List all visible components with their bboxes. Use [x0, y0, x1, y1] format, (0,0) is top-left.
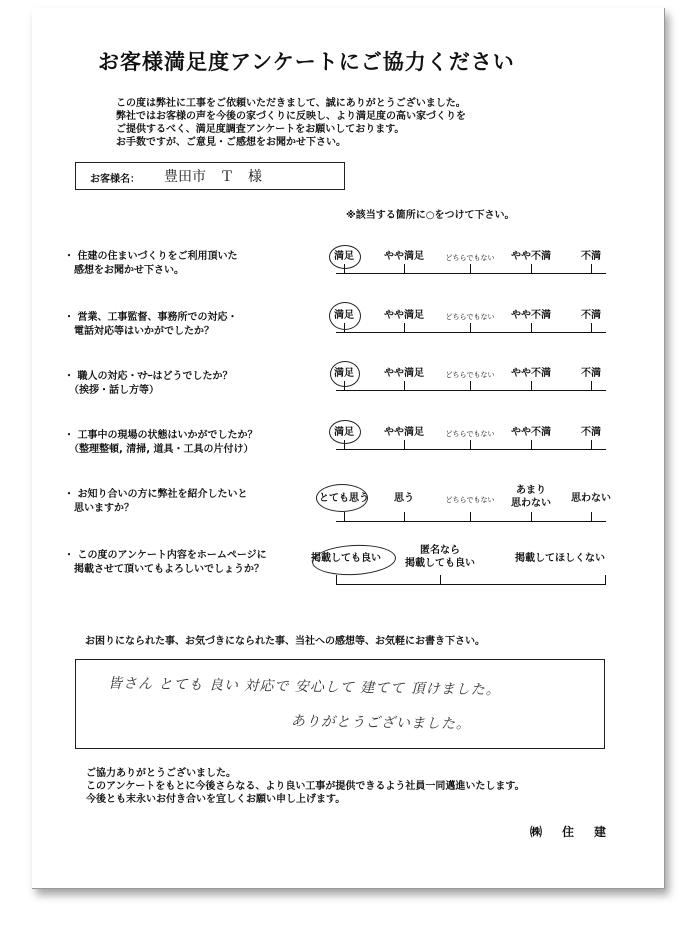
intro-line: 弊社ではお客様の声を今後の家づくりに反映し、より満足度の高い家づくりを: [116, 111, 466, 122]
option-neutral[interactable]: どちらでもない: [445, 254, 495, 262]
option-satisfied[interactable]: 満足: [334, 427, 354, 438]
question-line: （挨拶・話し方等）: [64, 385, 159, 396]
option-do-not-think[interactable]: 思わない: [571, 493, 611, 504]
option-somewhat-satisfied[interactable]: やや満足: [384, 251, 424, 262]
question-line: ・ この度のアンケート内容をホームページに: [64, 550, 267, 561]
intro-line: ご提供するべく、満足度調査アンケートをお願いしております。: [116, 124, 405, 135]
scale-tick: [404, 440, 405, 449]
option-not-really[interactable]: あまり 思わない: [511, 485, 551, 509]
scale-tick: [404, 323, 405, 332]
question-line: 電話対応等はいかがでしたか？: [64, 326, 214, 337]
customer-name-label: お客様名：: [90, 174, 140, 185]
closing-line: このアンケートをもとに今後さらなる、より良い工事が提供できるよう社員一同邁進いたします。: [86, 781, 525, 792]
option-somewhat-satisfied[interactable]: やや満足: [384, 368, 424, 379]
scale-axis: [336, 390, 606, 391]
scale-axis: [336, 584, 606, 585]
scale-axis: [336, 521, 606, 522]
question-line: （整理整頓, 清掃, 道具・工具の片付け）: [64, 444, 254, 455]
question-1: [64, 250, 237, 278]
option-satisfied[interactable]: 満足: [334, 251, 354, 262]
option-somewhat-dissatisfied[interactable]: やや不満: [511, 427, 551, 438]
selection-circle: [316, 484, 368, 512]
scale-tick: [605, 575, 606, 584]
selection-circle: [329, 302, 361, 330]
scale-tick: [531, 512, 532, 521]
scale-tick: [531, 323, 532, 332]
option-do-not-publish[interactable]: 掲載してほしくない: [515, 553, 605, 564]
selection-circle: [329, 420, 361, 444]
handwritten-comment-line: 皆さん とても 良い 対応で 安心して 建てて 頂けました。: [107, 675, 501, 699]
selection-circle: [330, 361, 360, 387]
question-line: ・ 職人の対応・ﾏﾅｰはどうでしたか？: [64, 371, 233, 382]
scale-axis: [336, 332, 606, 333]
question-line: 思いますか？: [64, 503, 134, 514]
question-line: ・ お知り合いの方に弊社を紹介したいと: [64, 489, 248, 500]
rating-scale-4: [336, 426, 606, 466]
option-ok-if-anonymous[interactable]: 匿名なら 掲載しても良い: [405, 545, 475, 569]
scale-tick: [470, 512, 471, 521]
company-name: ㈱ 住 建: [530, 825, 611, 839]
scale-axis: [336, 273, 606, 274]
scale-tick: [470, 440, 471, 449]
scale-tick: [470, 381, 471, 390]
question-line: ・ 営業、工事監督、事務所での対応・: [64, 312, 238, 323]
question-3: [64, 370, 232, 398]
option-dissatisfied[interactable]: 不満: [581, 310, 601, 321]
rating-scale-1: [336, 250, 606, 290]
handwritten-comment-line: ありがとうございました。: [290, 713, 472, 733]
option-dissatisfied[interactable]: 不満: [581, 427, 601, 438]
question-2: [64, 311, 237, 339]
rating-scale-2: [336, 309, 606, 349]
scale-tick: [591, 512, 592, 521]
option-neutral[interactable]: どちらでもない: [445, 313, 495, 321]
customer-name-field[interactable]: [75, 162, 345, 190]
scale-tick: [440, 575, 441, 584]
rating-scale-3: [336, 367, 606, 407]
scale-tick: [344, 512, 345, 521]
intro-line: お手数ですが、ご意見・ご感想をお聞かせ下さい。: [116, 137, 346, 148]
option-think-so[interactable]: 思う: [394, 493, 414, 504]
intro-text: [116, 97, 466, 149]
closing-text: [86, 767, 525, 806]
instruction-note: ※該当する箇所に○をつけて下さい。: [346, 210, 515, 221]
option-dissatisfied[interactable]: 不満: [581, 251, 601, 262]
scale-tick: [404, 381, 405, 390]
option-very-much[interactable]: とても思う: [319, 493, 369, 504]
scale-tick: [404, 264, 405, 273]
question-line: 掲載させて頂いてもよろしいでしょうか？: [64, 564, 264, 575]
scale-axis: [336, 449, 606, 450]
rating-scale-6: [311, 544, 606, 594]
scale-tick: [470, 323, 471, 332]
scale-tick: [591, 440, 592, 449]
rating-scale-5: [319, 484, 611, 530]
intro-line: この度は弊社に工事をご依頼いただきまして、誠にありがとうございました。: [116, 98, 466, 109]
free-comment-prompt: お困りになられた事、お気づきになられた事、当社への感想等、お気軽にお書き下さい。: [85, 636, 485, 647]
question-5: [64, 488, 247, 516]
option-neutral[interactable]: どちらでもない: [445, 371, 495, 379]
option-somewhat-dissatisfied[interactable]: やや不満: [511, 251, 551, 262]
selection-circle: [329, 245, 361, 269]
option-dissatisfied[interactable]: 不満: [581, 368, 601, 379]
scale-tick: [404, 512, 405, 521]
question-6: [64, 549, 267, 577]
scale-tick: [591, 323, 592, 332]
question-line: 感想をお聞かせ下さい。: [64, 265, 184, 276]
option-somewhat-dissatisfied[interactable]: やや不満: [511, 368, 551, 379]
free-comment-box[interactable]: [75, 659, 605, 749]
option-neutral[interactable]: どちらでもない: [445, 496, 495, 504]
option-somewhat-satisfied[interactable]: やや満足: [384, 427, 424, 438]
scale-tick: [591, 381, 592, 390]
customer-name-value: 豊田市 Ｔ 様: [164, 169, 262, 185]
question-line: ・ 住建の住まいづくりをご利用頂いた: [64, 251, 238, 262]
question-line: ・ 工事中の現場の状態はいかがでしたか？: [64, 430, 258, 441]
survey-title: お客様満足度アンケートにご協力ください: [98, 50, 515, 74]
option-somewhat-dissatisfied[interactable]: やや不満: [511, 310, 551, 321]
option-somewhat-satisfied[interactable]: やや満足: [384, 310, 424, 321]
option-satisfied[interactable]: 満足: [334, 368, 354, 379]
option-satisfied[interactable]: 満足: [334, 310, 354, 321]
scale-tick: [531, 440, 532, 449]
closing-line: 今後とも末永いお付き合いを宜しくお願い申し上げます。: [86, 794, 346, 805]
scale-tick: [531, 264, 532, 273]
scale-tick: [531, 381, 532, 390]
option-ok-to-publish[interactable]: 掲載しても良い: [311, 553, 381, 564]
scale-tick: [336, 575, 337, 584]
closing-line: ご協力ありがとうございました。: [86, 768, 236, 779]
scale-tick: [470, 264, 471, 273]
option-neutral[interactable]: どちらでもない: [445, 430, 495, 438]
question-4: [64, 429, 257, 457]
scale-tick: [591, 264, 592, 273]
